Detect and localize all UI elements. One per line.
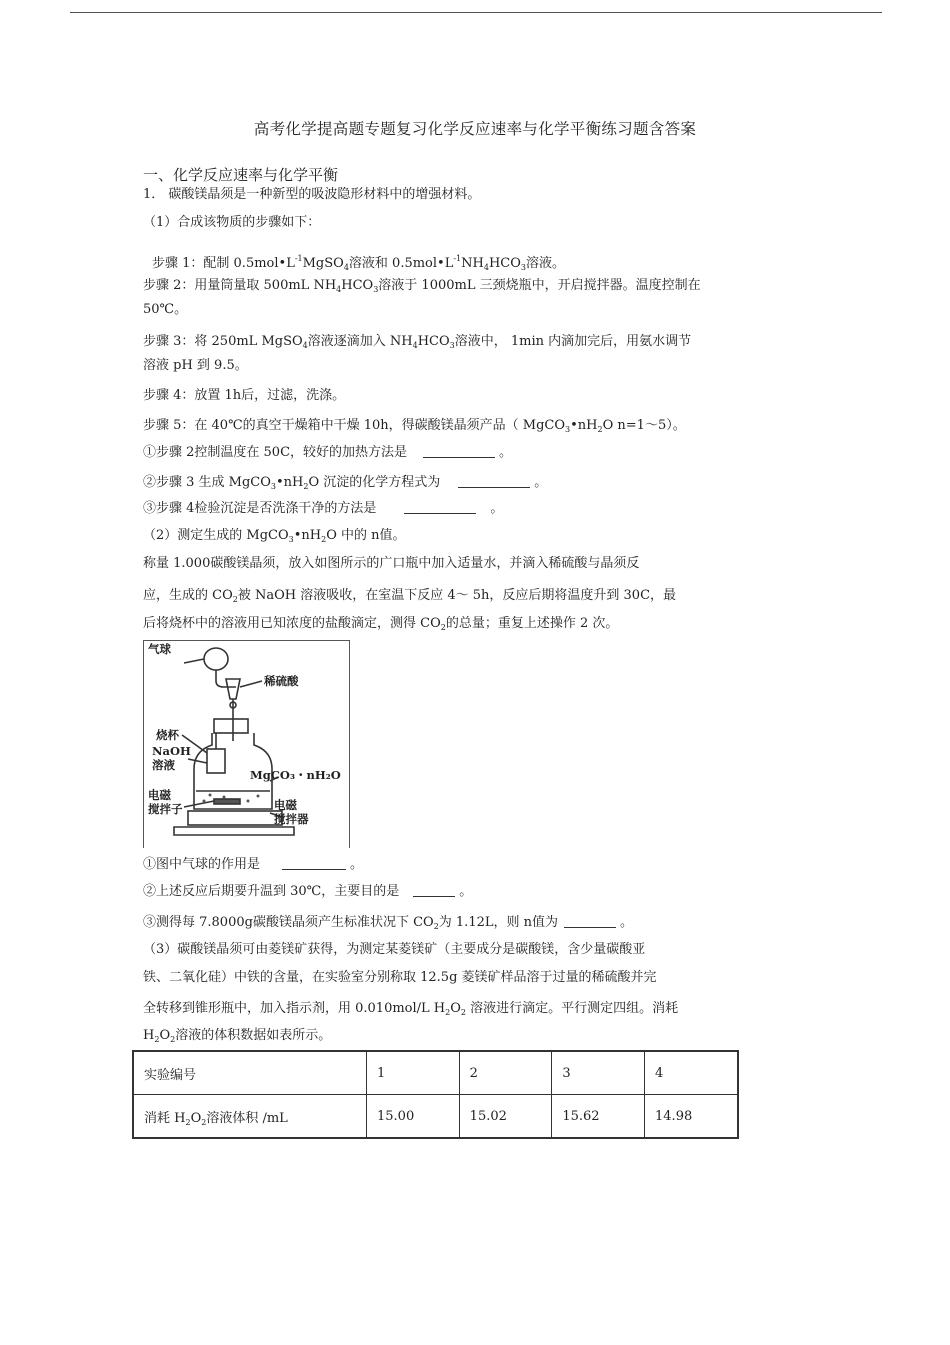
step2-text: 步骤 2：用量筒量取 500mL $NH_4HCO_3$溶液于 1000mL 三颈烧瓶中，开启搅拌器。温度控制在 [143,278,701,294]
figure-question-2: ②上述反应后期要升温到 30℃，主要目的是 。 [143,884,473,899]
step3-text: 步骤 3：将 250mL MgSO$_4$溶液逐滴加入 $NH_4HCO_3$溶液中， 1min 内滴加完后，用氨水调节 [143,334,692,350]
label-stirrer-1: 电磁 [274,798,297,812]
part1-heading: （1）合成该物质的步骤如下： [143,215,321,230]
section-heading: 一、化学反应速率与化学平衡 [143,166,339,184]
document-title: 高考化学提高题专题复习化学反应速率与化学平衡练习题含答案 [253,120,697,138]
label-naoh: NaOH [152,744,191,758]
part3-line-4: $H_2O_2$溶液的体积数据如表所示。 [143,1028,332,1044]
table-cell: 15.62 [552,1095,645,1139]
step3-text-cont: 溶液 pH 到 9.5。 [143,358,248,373]
table-cell: 14.98 [645,1095,738,1139]
label-beaker: 烧杯 [156,728,179,742]
answer-blank [458,475,530,488]
answer-blank [404,501,476,514]
part3-line-2: 铁、二氧化硅）中铁的含量，在实验室分别称取 12.5g 菱镁矿样品溶于过量的稀硫酸并完 [143,970,657,985]
subquestion-2: ②步骤 3 生成 $MgCO_3•nH_2O$ 沉淀的化学方程式为 。 [143,475,548,491]
figure-question-3: ③测得每 7.8000g碳酸镁晶须产生标准状况下 $CO_2$为 1.12L，则 n值为 。 [143,915,634,931]
table-cell: 3 [552,1051,645,1095]
part2-heading: （2）测定生成的 $MgCO_3•nH_2O$ 中的 n值。 [143,528,406,544]
procedure-line-1: 称量 1.000碳酸镁晶须，放入如图所示的广口瓶中加入适量水，并滴入稀硫酸与晶须反 [143,556,640,571]
label-stirbar-2: 搅拌子 [148,802,183,816]
subquestion-1: ①步骤 2控制温度在 50C，较好的加热方法是 。 [143,445,513,460]
answer-blank [564,915,616,928]
label-stirbar-1: 电磁 [148,788,171,802]
table-header-row [133,1051,738,1095]
figure-question-1: ①图中气球的作用是 。 [143,857,364,872]
label-crystal: MgCO₃・nH₂O [250,768,341,782]
part3-line-1: （3）碳酸镁晶须可由菱镁矿获得，为测定某菱镁矿（主要成分是碳酸镁，含少量碳酸亚 [143,942,646,957]
answer-blank [282,857,346,870]
label-dilute-acid: 稀硫酸 [264,674,299,688]
label-solution: 溶液 [152,758,175,772]
question-intro: 1． 碳酸镁晶须是一种新型的吸波隐形材料中的增强材料。 [143,187,481,202]
step4-text: 步骤 4：放置 1h后，过滤，洗涤。 [143,388,346,403]
step2-text-cont: 50℃。 [143,302,188,317]
answer-blank [423,445,495,458]
table-cell: 实验编号 [133,1051,367,1095]
table-row [133,1095,738,1139]
label-balloon: 气球 [148,642,171,656]
table-cell: 1 [367,1051,460,1095]
apparatus-figure [143,640,350,848]
answer-blank [413,884,455,897]
subquestion-3: ③步骤 4检验沉淀是否洗涤干净的方法是 。 [143,501,504,516]
titration-data-table [132,1050,739,1139]
step5-text: 步骤 5：在 40℃的真空干燥箱中干燥 10h，得碳酸镁晶须产品（ $MgCO_3•nH_2O$ n=1～5）。 [143,418,686,434]
table-cell: 15.02 [459,1095,552,1139]
part3-line-3: 全转移到锥形瓶中，加入指示剂，用 0.010mol/L $H_2O_2$ 溶液进行滴定。平行测定四组。消耗 [143,1001,679,1017]
step1-text: 步骤 1：配制 $0.5mol•L^{-1}MgSO_4$溶液和 $0.5mol•L^{-1}NH_4HCO_3$溶液。 [152,254,566,272]
table-cell: 15.00 [367,1095,460,1139]
procedure-line-2: 应，生成的 $CO_2$被 NaOH 溶液吸收，在室温下反应 4～ 5h，反应后期将温度升到 30C，最 [143,588,677,604]
table-cell: 4 [645,1051,738,1095]
label-stirrer-2: 搅拌器 [274,812,309,826]
table-cell: 消耗 $H_2O_2$溶液体积 /mL [133,1095,367,1139]
procedure-line-3: 后将烧杯中的溶液用已知浓度的盐酸滴定，测得 $CO_2$的总量；重复上述操作 2 次。 [143,616,619,632]
top-rule [70,12,882,13]
table-cell: 2 [459,1051,552,1095]
